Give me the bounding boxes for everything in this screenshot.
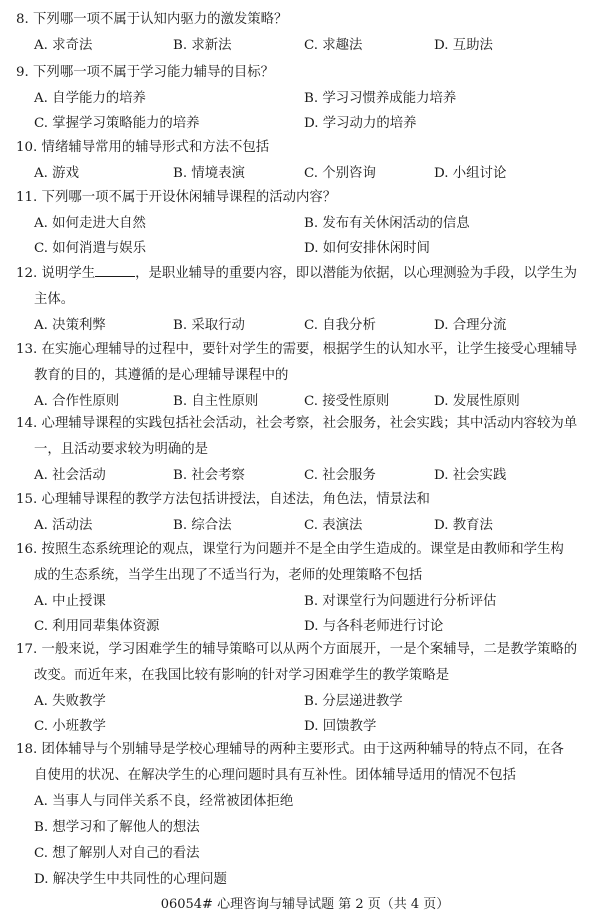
- options-row: [16, 237, 598, 255]
- option-c: C. 求趣法: [304, 38, 363, 53]
- option-d: D. 教育法: [434, 518, 493, 533]
- page-footer: 06054# 心理咨询与辅导试题 第 2 页（共 4 页）: [160, 897, 450, 912]
- option-d: D. 与各科老师进行讨论: [304, 619, 444, 634]
- question-18: [16, 738, 598, 887]
- option-d: D. 社会实践: [434, 468, 507, 483]
- question-stem: 15. 心理辅导课程的教学方法包括讲授法，自述法，角色法，情景法和: [16, 492, 430, 507]
- question-stem: 17. 一般来说，学习困难学生的辅导策略可以从两个方面展开，一是个案辅导，二是教学策略的: [16, 642, 578, 657]
- question-stem: 10. 情绪辅导常用的辅导形式和方法不包括: [16, 140, 270, 155]
- question-stem-continuation: 主体。: [34, 292, 75, 307]
- question-stem-continuation: 一，且活动要求较为明确的是: [34, 442, 209, 457]
- option-d: D. 解决学生中共同性的心理问题: [34, 872, 227, 887]
- option-d: D. 互助法: [434, 38, 493, 53]
- options-row: [16, 464, 598, 482]
- options-row: [16, 314, 598, 332]
- options-row: [16, 514, 598, 532]
- options-row: [16, 690, 598, 708]
- option-b: B. 采取行动: [173, 318, 245, 333]
- option-d: D. 发展性原则: [434, 394, 520, 409]
- option-d: D. 回馈教学: [304, 719, 377, 734]
- option-b: B. 对课堂行为问题进行分析评估: [304, 594, 497, 609]
- question-12: [16, 262, 598, 332]
- option-c: C. 小班教学: [34, 719, 106, 734]
- question-stem: 8. 下列哪一项不属于认知内驱力的激发策略？: [16, 12, 288, 27]
- question-14: [16, 412, 598, 482]
- option-b: B. 自主性原则: [173, 394, 259, 409]
- option-a: A. 当事人与同伴关系不良，经常被团体拒绝: [34, 794, 294, 809]
- options-row: [16, 615, 598, 633]
- option-a: A. 活动法: [34, 518, 93, 533]
- option-c: C. 掌握学习策略能力的培养: [34, 116, 200, 131]
- question-11: [16, 186, 598, 255]
- option-b: B. 想学习和了解他人的想法: [34, 820, 200, 835]
- options-row: [16, 390, 598, 408]
- option-b: B. 综合法: [173, 518, 232, 533]
- option-d: D. 合理分流: [434, 318, 507, 333]
- options-row: [16, 112, 598, 130]
- option-c: C. 自我分析: [304, 318, 376, 333]
- option-c: C. 个别咨询: [304, 166, 376, 181]
- question-stem: 14. 心理辅导课程的实践包括社会活动，社会考察，社会服务，社会实践；其中活动内容较为单: [16, 416, 578, 431]
- option-a: A. 决策利弊: [34, 318, 106, 333]
- question-stem-continuation: 自使用的状况、在解决学生的心理问题时具有互补性。团体辅导适用的情况不包括: [34, 768, 517, 783]
- question-stem-continuation: 教育的目的，其遵循的是心理辅导课程中的: [34, 368, 289, 383]
- option-c: C. 利用同辈集体资源: [34, 619, 160, 634]
- option-a: A. 社会活动: [34, 468, 106, 483]
- stem-part: ，是职业辅导的重要内容，即以潜能为依据，以心理测验为手段，以学生为: [135, 266, 578, 281]
- question-15: [16, 488, 598, 532]
- options-row: [16, 34, 598, 52]
- option-c: C. 如何消遣与娱乐: [34, 241, 147, 256]
- options-row: [16, 212, 598, 230]
- question-16: [16, 538, 598, 633]
- option-c: C. 社会服务: [304, 468, 376, 483]
- question-9: [16, 61, 598, 130]
- option-c: C. 想了解别人对自己的看法: [34, 846, 200, 861]
- question-13: [16, 338, 598, 408]
- options-row: [16, 87, 598, 105]
- option-b: B. 学习习惯养成能力培养: [304, 91, 457, 106]
- question-stem: 16. 按照生态系统理论的观点，课堂行为问题并不是全由学生造成的。课堂是由教师和学生构: [16, 542, 564, 557]
- options-row: [16, 715, 598, 733]
- options-row: [16, 590, 598, 608]
- question-17: [16, 638, 598, 733]
- option-b: B. 分层递进教学: [304, 694, 403, 709]
- question-8: [16, 8, 598, 52]
- question-stem: [16, 262, 598, 281]
- option-b: B. 社会考察: [173, 468, 245, 483]
- option-b: B. 求新法: [173, 38, 232, 53]
- stem-part: 12. 说明学生: [16, 266, 96, 281]
- option-b: B. 发布有关休闲活动的信息: [304, 216, 470, 231]
- option-c: C. 接受性原则: [304, 394, 390, 409]
- option-d: D. 学习动力的培养: [304, 116, 417, 131]
- option-d: D. 如何安排休闲时间: [304, 241, 430, 256]
- option-b: B. 情境表演: [173, 166, 245, 181]
- question-10: [16, 136, 598, 180]
- option-a: A. 如何走进大自然: [34, 216, 146, 231]
- option-a: A. 游戏: [34, 166, 79, 181]
- question-stem-continuation: 成的生态系统，当学生出现了不适当行为，老师的处理策略不包括: [34, 568, 423, 583]
- question-stem: 9. 下列哪一项不属于学习能力辅导的目标？: [16, 65, 275, 80]
- option-a: A. 失败教学: [34, 694, 106, 709]
- option-a: A. 自学能力的培养: [34, 91, 146, 106]
- option-a: A. 求奇法: [34, 38, 93, 53]
- option-c: C. 表演法: [304, 518, 363, 533]
- option-a: A. 中止授课: [34, 594, 106, 609]
- question-stem: 11. 下列哪一项不属于开设休闲辅导课程的活动内容？: [16, 190, 337, 205]
- option-a: A. 合作性原则: [34, 394, 120, 409]
- option-d: D. 小组讨论: [434, 166, 507, 181]
- question-stem: 13. 在实施心理辅导的过程中，要针对学生的需要，根据学生的认知水平，让学生接受心理辅导: [16, 342, 578, 357]
- fill-blank: [95, 264, 135, 277]
- options-row: [16, 162, 598, 180]
- question-stem-continuation: 改变。而近年来，在我国比较有影响的针对学习困难学生的教学策略是: [34, 668, 450, 683]
- question-stem: 18. 团体辅导与个别辅导是学校心理辅导的两种主要形式。由于这两种辅导的特点不同，在各: [16, 742, 564, 757]
